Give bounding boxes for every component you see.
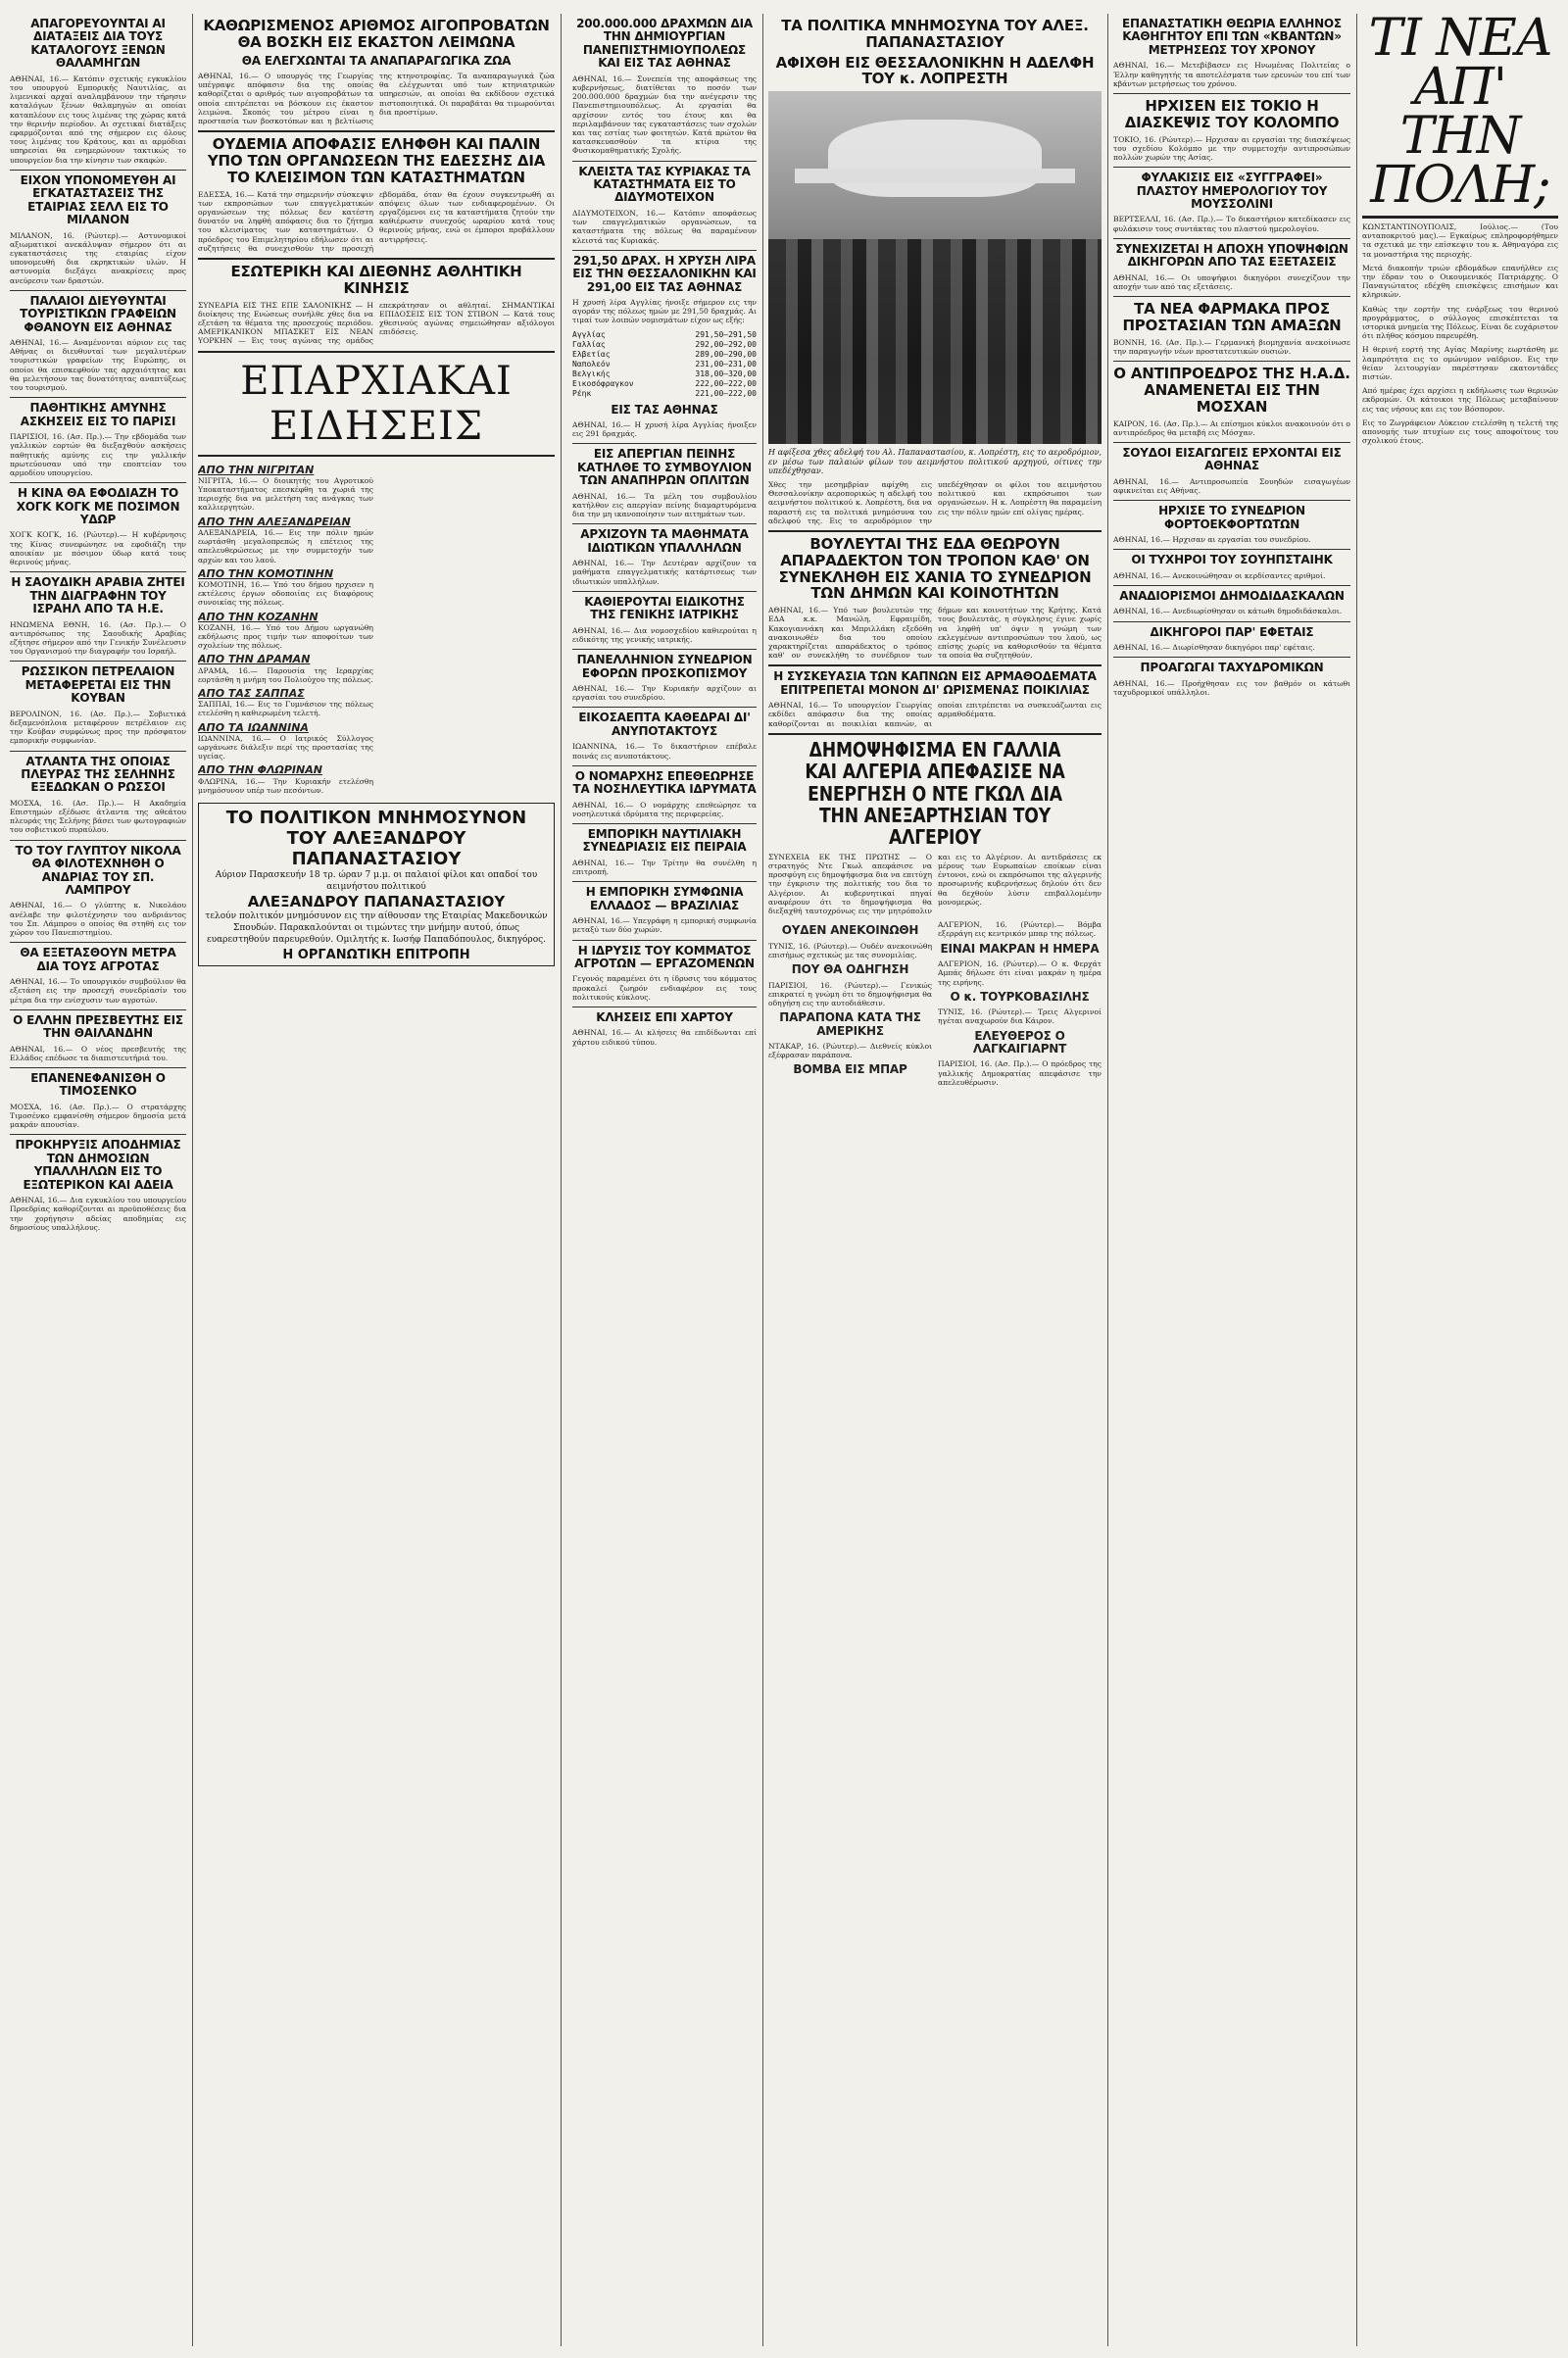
headline: Η ΙΔΡΥΣΙΣ ΤΟΥ ΚΟΜΜΑΤΟΣ ΑΓΡΟΤΩΝ — ΕΡΓΑΖΟΜΕΝΩΝ — [574, 943, 755, 970]
article-body: ΑΘΗΝΑΙ, 16.— Μετεβίβασεν εις Ηνωμένας Πολιτείας ο Έλλην καθηγητής τα αποτελέσματα των ερευνών του επί των κβάντων μετρήσεως του χρόνου. — [1113, 61, 1350, 88]
divider — [198, 258, 555, 260]
article-body: ΚΑΙΡΟΝ, 16. (Ασ. Πρ.).— Αι επίσημοι κύκλοι ανακοινούν ότι ο αντιπρόεδρος θα μεταβή εις Μόσχαν. — [1113, 418, 1350, 437]
column-rule — [762, 14, 763, 2346]
regional-subhead: ΑΠΟ ΤΑ ΙΩΑΝΝΙΝΑ — [198, 720, 309, 734]
regional-body: ΔΡΑΜΑ, 16.— Παρουσία της Ιεραρχίας εορτάσθη η μνήμη του Πολιούχου της πόλεως. — [198, 665, 373, 684]
article-body: ΧΟΓΚ ΚΟΓΚ, 16. (Ρώυτερ).— Η κυβέρνησις της Κίνας συνεφώνησε να εφοδιάζη την αποικίαν με πόσιμον ύδωρ κατά τους θερινούς μήνας. — [10, 530, 186, 567]
article-body: ΑΘΗΝΑΙ, 16.— Συνεπεία της αποφάσεως της κυβερνήσεως, διατίθεται το ποσόν των 200.000.000 δραχμών δια την ανέγερσιν της Πανεπιστημιουπόλεως. Αι εργασίαι θα αρχίσουν εντός του έτους και θα περιλαμβάνουν τας εγκαταστάσεις των σχολών και τας εστίας των φοιτητών. Κατά πρώτον θα κατασκευασθούν τα κτίρια της Φυσικομαθηματικής Σχολής. — [572, 74, 757, 156]
divider — [1113, 500, 1350, 501]
divider — [572, 161, 757, 162]
headline: Η ΚΙΝΑ ΘΑ ΕΦΟΔΙΑΖΗ ΤΟ ΧΟΓΚ ΚΟΓΚ ΜΕ ΠΟΣΙΜΟΝ ΥΔΩΡ — [16, 486, 180, 527]
divider — [10, 290, 186, 291]
divider — [1113, 238, 1350, 239]
article-body: ΑΛΓΕΡΙΟΝ, 16. (Ρώυτερ).— Βόμβα εξερράγη εις κεντρικόν μπαρ της πόλεως. — [938, 920, 1102, 939]
article-body: ΤΟΚΙΟ, 16. (Ρώυτερ).— Ηρχισαν αι εργασίαι της διασκέψεως του σχεδίου Κολόμπο με την συμμετοχήν αντιπροσώπων πολλών χωρών της Ασίας. — [1113, 134, 1350, 162]
column-3 — [572, 14, 757, 2346]
article-body: ΑΘΗΝΑΙ, 16.— Δια εγκυκλίου του υπουργείου Προεδρίας καθορίζονται αι προϋποθέσεις δια την χορήγησιν αδείας αποδημίας εις δημοσίους υπαλλήλους. — [10, 1196, 186, 1232]
regional-subhead: ΑΠΟ ΤΗΝ ΔΡΑΜΑΝ — [198, 653, 311, 666]
headline: Ο κ. ΤΟΥΡΚΟΒΑΣΙΛΗΣ — [950, 989, 1090, 1004]
headline: Η ΣΥΣΚΕΥΑΣΙΑ ΤΩΝ ΚΑΠΝΩΝ ΕΙΣ ΑΡΜΑΘΟΔΕΜΑΤΑ ΕΠΙΤΡΕΠΕΤΑΙ ΜΟΝΟΝ ΔΙ' ΩΡΙΣΜΕΝΑΣ ΠΟΙΚΙΛΙΑΣ — [773, 669, 1097, 697]
article-body: ΙΩΑΝΝΙΝΑ, 16.— Το δικαστήριον επέβαλε ποινάς εις ανυποτάκτους. — [572, 742, 757, 761]
article-body: ΤΥΝΙΣ, 16. (Ρώυτερ).— Τρεις Αλγερινοί ηγέται αναχωρούν δια Κάιρον. — [938, 1007, 1102, 1026]
column-rule — [561, 14, 562, 2346]
rate-name: Βελγικής — [572, 368, 611, 378]
column-2 — [198, 14, 555, 2346]
headline: Η ΕΜΠΟΡΙΚΗ ΣΥΜΦΩΝΙΑ ΕΛΛΑΔΟΣ — ΒΡΑΖΙΛΙΑΣ — [585, 885, 744, 912]
notice-signature: Η ΟΡΓΑΝΩΤΙΚΗ ΕΠΙΤΡΟΠΗ — [282, 947, 470, 962]
headline: ΑΝΑΔΙΟΡΙΣΜΟΙ ΔΗΜΟΔΙΔΑΣΚΑΛΩΝ — [1119, 588, 1345, 603]
gold-rates-table — [572, 330, 757, 399]
rate-row — [572, 340, 757, 350]
divider — [1113, 657, 1350, 658]
article-body: ΚΩΝΣΤΑΝΤΙΝΟΥΠΟΛΙΣ, Ιούλιος.— (Του ανταποκριτού μας).— Εγκαίρως επληροφορήθημεν τα σχετικά με την επίσκεψιν του κ. Αθηναγόρα εις τα μοναστήρια της περιοχής. — [1362, 222, 1558, 259]
article-body: ΑΘΗΝΑΙ, 16.— Ο γλύπτης κ. Νικολάου ανέλαβε την φιλοτέχνησιν του ανδριάντος του Σπ. Λάμπρου ο οποίος θα στηθή εις τον χώρον του Πανεπιστημίου. — [10, 901, 186, 938]
article-body: ΒΟΝΝΗ, 16. (Ασ. Πρ.).— Γερμανική βιομηχανία ανεκοίνωσε την παραγωγήν νέων προστατευτικών ουσιών. — [1113, 337, 1350, 356]
column-title: ΤΙ ΝΕΑ ΑΠ' ΤΗΝ ΠΟΛΗ; — [1362, 14, 1558, 219]
airplane-image — [828, 120, 1042, 197]
headline: ΗΡΧΙΣΕ ΤΟ ΣΥΝΕΔΡΙΟΝ ΦΟΡΤΟΕΚΦΟΡΤΩΤΩΝ — [1158, 504, 1305, 531]
headline: ΟΥΔΕΝ ΑΝΕΚΟΙΝΩΘΗ — [781, 923, 919, 938]
divider — [572, 940, 757, 941]
divider — [572, 443, 757, 444]
divider — [572, 765, 757, 766]
article-body: ΠΑΡΙΣΙΟΙ, 16. (Ασ. Πρ.).— Ο πρόεδρος της γαλλικής Δημοκρατίας απεφάσισε την απελευθέρωσιν. — [938, 1059, 1102, 1087]
headline: ΕΙΧΟΝ ΥΠΟΝΟΜΕΥΘΗ ΑΙ ΕΓΚΑΤΑΣΤΑΣΕΙΣ ΤΗΣ ΕΤΑΙΡΙΑΣ ΣΕΛΛ ΕΙΣ ΤΟ ΜΙΛΑΝΟΝ — [20, 172, 176, 227]
divider — [10, 170, 186, 171]
headline: ΔΙΚΗΓΟΡΟΙ ΠΑΡ' ΕΦΕΤΑΙΣ — [1150, 624, 1314, 639]
divider — [768, 530, 1102, 532]
article-body: Γεγονός παραμένει ότι η ίδρυσις του κόμματος προκαλεί ζωηρόν ενδιαφέρον εις τους πολιτικούς κύκλους. — [572, 974, 757, 1002]
divider — [1113, 167, 1350, 168]
headline: ΑΠΑΓΟΡΕΥΟΥΝΤΑΙ ΑΙ ΔΙΑΤΑΞΕΙΣ ΔΙΑ ΤΟΥΣ ΚΑΤΑΛΟΓΟΥΣ ΞΕΝΩΝ ΘΑΛΑΜΗΓΩΝ — [30, 17, 166, 71]
rate-value: 318,00—320,00 — [695, 368, 757, 378]
divider — [10, 661, 186, 662]
regional-body: ΑΛΕΞΑΝΔΡΕΙΑ, 16.— Εις την πόλιν ημών εωρτάσθη μεγαλοπρεπώς η επέτειος της απελευθερώσεως με την συμμετοχήν των αρχών και του λαού. — [198, 527, 373, 565]
divider — [1113, 361, 1350, 362]
article-body: ΑΘΗΝΑΙ, 16.— Διωρίσθησαν δικηγόροι παρ' εφέταις. — [1113, 643, 1315, 652]
rate-row — [572, 330, 757, 340]
regional-body: ΣΑΠΠΑΙ, 16.— Εις το Γυμνάσιον της πόλεως ετελέσθη η καθιερωμένη τελετή. — [198, 700, 373, 718]
rate-row — [572, 360, 757, 369]
article-body: Εις το Ζωγράφειον Λύκειον ετελέσθη η τελετή της απονομής των πτυχίων εις τους αποφοίτους του σχολικού έτους. — [1362, 418, 1558, 446]
headline: ΕΜΠΟΡΙΚΗ ΝΑΥΤΙΛΙΑΚΗ ΣΥΝΕΔΡΙΑΣΙΣ ΕΙΣ ΠΕΙΡΑΙΑ — [582, 827, 747, 855]
article-body: ΑΛΓΕΡΙΟΝ, 16. (Ρώυτερ).— Ο κ. Φερχάτ Αμπάς δήλωσε ότι είναι μακράν η ημέρα της ειρήνης. — [938, 959, 1102, 987]
article-body: ΑΘΗΝΑΙ, 16.— Δια νομοσχεδίου καθιερούται η ειδικότης της γενικής ιατρικής. — [572, 625, 757, 644]
rate-row — [572, 379, 757, 389]
rate-value: 291,50—291,50 — [695, 329, 757, 339]
rate-row — [572, 350, 757, 360]
divider — [768, 733, 1102, 735]
headline: ΕΙΝΑΙ ΜΑΚΡΑΝ Η ΗΜΕΡΑ — [940, 941, 1100, 956]
article-body: Καθώς την εορτήν της ενάρξεως του θερινού προγράμματος, ο σύλλογος επισκέπτεται τα ιστορικά μνημεία της Πόλεως. Είναι δε ευχάριστον ότι πλήθος κόσμου παρευρέθη. — [1362, 304, 1558, 341]
article-body: ΑΘΗΝΑΙ, 16.— Την Τρίτην θα συνέλθη η επιτροπή. — [572, 858, 757, 877]
article-body: ΑΘΗΝΑΙ, 16.— Υπό των βουλευτών της ΕΔΑ κ.κ. Μανώλη, Εφραιμίδη, Κακογιαννάκη και Μπριλλάκη εξεδόθη ανακοινωθέν δια του οποίου χαρακτηρίζεται απαράδεκτος ο τρόπος καθ' ον συνεκλήθη το συνέδριον των δήμων και κοινοτήτων της Κρήτης. Κατά τους βουλευτάς, η σύγκλησις έγινε χωρίς να ληφθή υπ' όψιν η γνώμη των εκλεγμένων αντιπροσώπων του λαού, ως επίσης χωρίς να καθορισθούν τα θέματα τα οποία θα συζητηθούν. — [768, 606, 1102, 661]
column-5 — [1113, 14, 1350, 2346]
rate-name: Ρέηκ — [572, 388, 592, 398]
article-body: ΑΘΗΝΑΙ, 16.— Αναμένονται αύριον εις τας Αθήνας οι διευθυνταί των μεγαλυτέρων τουριστικών γραφείων της Ευρώπης, οι οποίοι θα επισκεφθούν τας αρχαιότητας και θα μελετήσουν τας δυνατότητας αναπτύξεως του τουρισμού. — [10, 338, 186, 393]
article-body: ΔΙΔΥΜΟΤΕΙΧΟΝ, 16.— Κατόπιν αποφάσεως των επαγγελματικών οργανώσεων, τα καταστήματα της πόλεως θα παραμένουν κλειστά τας Κυριακάς. — [572, 208, 757, 245]
notice-text: Αύριον Παρασκευήν 18 τρ. ώραν 7 μ.μ. οι παλαιοί φίλοι και οπαδοί του αειμνήστου πολιτικού — [215, 869, 538, 892]
headline: ΕΣΩΤΕΡΙΚΗ ΚΑΙ ΔΙΕΘΝΗΣ ΑΘΛΗΤΙΚΗ ΚΙΝΗΣΙΣ — [230, 263, 522, 297]
article-body: ΑΘΗΝΑΙ, 16.— Την Δευτέραν αρχίζουν τα μαθήματα επαγγελματικής κατάρτισεως των ιδιωτικών υπαλλήλων. — [572, 559, 757, 586]
headline: ΠΑΡΑΠΟΝΑ ΚΑΤΑ ΤΗΣ ΑΜΕΡΙΚΗΣ — [779, 1010, 921, 1038]
rate-name: Αγγλίας — [572, 329, 606, 339]
article-body: Από ημέρας έχει αρχίσει η εκδήλωσις των θερινών εκδρομών. Οι κάτοικοι της Πόλεως μεταβαίνουν εις τας νήσους και εις τον Βόσπορον. — [1362, 386, 1558, 414]
regional-subhead: ΑΠΟ ΤΗΝ ΑΛΕΞΑΝΔΡΕΙΑΝ — [198, 515, 351, 528]
article-body: ΑΘΗΝΑΙ, 16.— Υπεγράφη η εμπορική συμφωνία μεταξύ των δύο χωρών. — [572, 916, 757, 935]
headline-referendum: ΔΗΜΟΨΗΦΙΣΜΑ ΕΝ ΓΑΛΛΙΑ ΚΑΙ ΑΛΓΕΡΙΑ ΑΠΕΦΑΣΙΣΕ ΝΑ ΕΝΕΡΓΗΣΗ Ο ΝΤΕ ΓΚΩΛ ΔΙΑ ΤΗΝ ΑΝΕΞΑΡΤΗΣΙΑΝ ΤΟΥ ΑΛΓΕΡΙΟΥ — [805, 737, 1065, 850]
article-body: ΗΝΩΜΕΝΑ ΕΘΝΗ, 16. (Ασ. Πρ.).— Ο αντιπρόσωπος της Σαουδικής Αραβίας εζήτησε σήμερον από την Γενικήν Συνέλευσιν του Οργανισμού την διαγραφήν του Ισραήλ. — [10, 619, 186, 657]
headline: Η ΣΑΟΥΔΙΚΗ ΑΡΑΒΙΑ ΖΗΤΕΙ ΤΗΝ ΔΙΑΓΡΑΦΗΝ ΤΟΥ ΙΣΡΑΗΛ ΑΠΟ ΤΑ Η.Ε. — [11, 575, 185, 616]
article-body: ΑΘΗΝΑΙ, 16.— Αντιπροσωπεία Σουηδών εισαγωγέων αφικνείται εις Αθήνας. — [1113, 476, 1350, 495]
airplane-wing-image — [795, 169, 1075, 182]
article-body: ΜΟΣΧΑ, 16. (Ασ. Πρ.).— Η Ακαδημία Επιστημών εξέδωσε άτλαντα της αθεάτου πλευράς της Σελήνης βάσει των φωτογραφιών του σοβιετικού πυραύλου. — [10, 798, 186, 835]
regional-body: ΚΟΜΟΤΙΝΗ, 16.— Υπό του δήμου ηρχισεν η εκτέλεσις έργων οδοποιίας εις διαφόρους συνοικίας της πόλεως. — [198, 579, 373, 608]
article-body: Χθες την μεσημβρίαν αφίχθη εις Θεσσαλονίκην αεροπορικώς η αδελφή του αειμνήστου πολιτικού κ. Λοπρέστη, δια να παραστή εις τα πολιτικά μνημόσυνα του αδελφού της. Εις το αεροδρόμιον την υπεδέχθησαν οι φίλοι του αειμνήστου πολιτικού και εκπρόσωποι των οργανώσεων. Η κ. Λοπρέστη θα παραμείνη εις την πόλιν ημών επί ολίγας ημέρας. — [768, 479, 1102, 525]
article-body: ΑΘΗΝΑΙ, 16.— Ηρχισαν αι εργασίαι του συνεδρίου. — [1113, 535, 1311, 545]
regional-body: ΚΟΖΑΝΗ, 16.— Υπό του Δήμου ωργανώθη εκδήλωσις προς τιμήν των αποφοίτων των σχολείων της πόλεως. — [198, 622, 373, 651]
divider — [572, 250, 757, 251]
divider — [768, 664, 1102, 666]
headline: ΠΑΘΗΤΙΚΗΣ ΑΜΥΝΗΣ ΑΣΚΗΣΕΙΣ ΕΙΣ ΤΟ ΠΑΡΙΣΙ — [20, 401, 176, 428]
regional-subhead: ΑΠΟ ΤΑΣ ΣΑΠΠΑΣ — [198, 686, 305, 700]
regional-subhead: ΑΠΟ ΤΗΝ ΦΛΩΡΙΝΑΝ — [198, 763, 322, 777]
headline: 200.000.000 ΔΡΑΧΜΩΝ ΔΙΑ ΤΗΝ ΔΗΜΙΟΥΡΓΙΑΝ ΠΑΝΕΠΙΣΤΗΜΙΟΥΠΟΛΕΩΣ ΚΑΙ ΕΙΣ ΤΑΣ ΑΘΗΝΑΣ — [576, 17, 753, 71]
divider — [1113, 585, 1350, 586]
divider — [198, 130, 555, 132]
rate-name: Ελβετίας — [572, 349, 611, 359]
headline: ΑΡΧΙΖΟΥΝ ΤΑ ΜΑΘΗΜΑΤΑ ΙΔΙΩΤΙΚΩΝ ΥΠΑΛΛΗΛΩΝ — [580, 527, 749, 555]
article-body: ΑΘΗΝΑΙ, 16.— Ο νέος πρεσβευτής της Ελλάδος επέδωσε τα διαπιστευτήριά του. — [10, 1044, 186, 1062]
article-body: ΑΘΗΝΑΙ, 16.— Οι υποψήφιοι δικηγόροι συνεχίζουν την αποχήν των από τας εξετάσεις. — [1113, 272, 1350, 291]
divider — [1113, 93, 1350, 94]
divider — [10, 397, 186, 398]
headline: ΒΟΜΒΑ ΕΙΣ ΜΠΑΡ — [793, 1062, 907, 1077]
column-6 — [1362, 14, 1558, 2346]
headline: ΤΑ ΠΟΛΙΤΙΚΑ ΜΝΗΜΟΣΥΝΑ ΤΟΥ ΑΛΕΞ. ΠΑΠΑΝΑΣΤΑΣΙΟΥ — [781, 17, 1089, 51]
headline: ΟΥΔΕΜΙΑ ΑΠΟΦΑΣΙΣ ΕΛΗΦΘΗ ΚΑΙ ΠΑΛΙΝ ΥΠΟ ΤΩΝ ΟΡΓΑΝΩΣΕΩΝ ΤΗΣ ΕΔΕΣΣΗΣ ΔΙΑ ΤΟ ΚΛΕΙΣΙΜΟΝ ΤΩΝ ΚΑΤΑΣΤΗΜΑΤΩΝ — [207, 135, 546, 186]
regional-news — [198, 461, 555, 795]
headline: ΠΑΝΕΛΛΗΝΙΟΝ ΣΥΝΕΔΡΙΟΝ ΕΦΟΡΩΝ ΠΡΟΣΚΟΠΙΣΜΟΥ — [576, 653, 753, 680]
headline: ΤΟ ΤΟΥ ΓΛΥΠΤΟΥ ΝΙΚΟΛΑ ΘΑ ΦΙΛΟΤΕΧΝΗΘΗ Ο ΑΝΔΡΙΑΣ ΤΟΥ ΣΠ. ΛΑΜΠΡΟΥ — [15, 843, 181, 897]
divider — [572, 707, 757, 708]
divider — [572, 881, 757, 882]
headline: ΡΩΣΣΙΚΟΝ ΠΕΤΡΕΛΑΙΟΝ ΜΕΤΑΦΕΡΕΤΑΙ ΕΙΣ ΤΗΝ ΚΟΥΒΑΝ — [21, 664, 175, 706]
rate-row — [572, 389, 757, 399]
notice-text: τελούν πολιτικόν μνημόσυνον εις την αίθουσαν της Εταιρίας Μακεδονικών Σπουδών. Παρακαλούνται οι τιμώντες την μνήμην αυτού, όπως ευαρεστηθούν παρευρεθούν. Ομιλητής κ. Ιωσήφ Παπαδόπουλος, δικηγόρος. — [205, 910, 548, 945]
article-body: ΣΥΝΕΧΕΙΑ ΕΚ ΤΗΣ ΠΡΩΤΗΣ — Ο στρατηγός Ντε Γκωλ απεφάσισε να προσφύγη εις δημοψήφισμα δια να επιτύχη την έγκρισιν της πολιτικής του δια το Αλγέριον. Αι κυβερνητικαί πηγαί αναφέρουν ότι το δημοψήφισμα θα διεξαχθή ταυτοχρόνως εις την μητρόπολιν και εις το Αλγέριον. Αι αντιδράσεις εκ μέρους των Ευρωπαίων εποίκων είναι έντονοι, ενώ οι εκπρόσωποι της αλγερινής προσωρινής κυβερνήσεως δηλούν ότι δεν θα δεχθούν λύσιν επιβαλλομένην μονομερώς. — [768, 852, 1102, 916]
regional-body: ΦΛΩΡΙΝΑ, 16.— Την Κυριακήν ετελέσθη μνημόσυνον υπέρ των πεσόντων. — [198, 776, 373, 795]
rate-value: 289,00—290,00 — [695, 349, 757, 359]
headline: Ο ΕΛΛΗΝ ΠΡΕΣΒΕΥΤΗΣ ΕΙΣ ΤΗΝ ΘΑΙΛΑΝΔΗΝ — [13, 1012, 183, 1041]
headline: ΣΥΝΕΧΙΖΕΤΑΙ Η ΑΠΟΧΗ ΥΠΟΨΗΦΙΩΝ ΔΙΚΗΓΟΡΩΝ ΑΠΟ ΤΑΣ ΕΞΕΤΑΣΕΙΣ — [1115, 241, 1348, 270]
article-body: ΠΑΡΙΣΙΟΙ, 16. (Ασ. Πρ.).— Την εβδομάδα των γαλλικών εορτών θα διεξαχθούν ασκήσεις παθητικής αμύνης εις την γαλλικήν πρωτεύουσαν υπό την εποπτείαν του αρμοδίου υπουργείου. — [10, 432, 186, 477]
regional-subhead: ΑΠΟ ΤΗΝ ΚΟΖΑΝΗΝ — [198, 610, 318, 623]
article-body: ΝΤΑΚΑΡ, 16. (Ρώυτερ).— Διεθνείς κύκλοι εξέφρασαν παράπονα. — [768, 1042, 932, 1060]
rate-name: Ναπολεόν — [572, 359, 611, 368]
headline: ΠΡΟΚΗΡΥΞΙΣ ΑΠΟΔΗΜΙΑΣ ΤΩΝ ΔΗΜΟΣΙΩΝ ΥΠΑΛΛΗΛΩΝ ΕΙΣ ΤΟ ΕΞΩΤΕΡΙΚΟΝ ΚΑΙ ΑΔΕΙΑ — [15, 1138, 181, 1192]
headline: ΚΛΕΙΣΤΑ ΤΑΣ ΚΥΡΙΑΚΑΣ ΤΑ ΚΑΤΑΣΤΗΜΑΤΑ ΕΙΣ ΤΟ ΔΙΔΥΜΟΤΕΙΧΟΝ — [578, 164, 751, 205]
headline: ΕΛΕΥΘΕΡΟΣ Ο ΛΑΓΚΑΙΓΙΑΡΝΤ — [972, 1028, 1067, 1056]
divider — [572, 649, 757, 650]
headline: ΦΥΛΑΚΙΣΙΣ ΕΙΣ «ΣΥΓΓΡΑΦΕΙ» ΠΛΑΣΤΟΥ ΗΜΕΡΟΛΟΓΙΟΥ ΤΟΥ ΜΟΥΣΣΟΛΙΝΙ — [1136, 171, 1328, 211]
headline: ΣΟΥΔΟΙ ΕΙΣΑΓΩΓΕΙΣ ΕΡΧΟΝΤΑΙ ΕΙΣ ΑΘΗΝΑΣ — [1122, 445, 1342, 473]
headline: ΕΠΑΝΑΣΤΑΤΙΚΗ ΘΕΩΡΙΑ ΕΛΛΗΝΟΣ ΚΑΘΗΓΗΤΟΥ ΕΠΙ ΤΩΝ «ΚΒΑΝΤΩΝ» ΜΕΤΡΗΣΕΩΣ ΤΟΥ ΧΡΟΝΟΥ — [1122, 17, 1342, 57]
article-body: ΑΘΗΝΑΙ, 16.— Το υπουργείον Γεωργίας εκδίδει απόφασιν δια της οποίας καθορίζονται αι ποικιλίαι καπνών, αι οποίαι επιτρέπεται να συσκευάζωνται εις αρμαθοδέματα. — [768, 701, 1102, 728]
article-body: ΑΘΗΝΑΙ, 16.— Ο υπουργός της Γεωργίας υπέγραψε απόφασιν δια της οποίας καθορίζεται ο αριθμός των αιγοπροβάτων τα οποία επιτρέπεται να βόσκουν εις έκαστον λειμώνα. Σκοπός του μέτρου είναι η προστασία των βοσκοτόπων και η βελτίωσις της κτηνοτροφίας. Τα αναπαραγωγικά ζώα θα ελέγχωνται υπό των κτηνιατρικών υπηρεσιών, αι οποίαι θα εκδίδουν σχετικά πιστοποιητικά. Οι παραβάται θα τιμωρούνται δια προστίμων. — [198, 72, 555, 126]
divider — [1113, 296, 1350, 297]
divider — [10, 751, 186, 752]
headline: ΤΑ ΝΕΑ ΦΑΡΜΑΚΑ ΠΡΟΣ ΠΡΟΣΤΑΣΙΑΝ ΤΩΝ ΑΜΑΞΩΝ — [1122, 300, 1342, 334]
headline: ΗΡΧΙΣΕΝ ΕΙΣ ΤΟΚΙΟ Η ΔΙΑΣΚΕΨΙΣ ΤΟΥ ΚΟΛΟΜΠΟ — [1124, 96, 1340, 131]
rate-name: Εικοσόφραγκον — [572, 378, 634, 388]
column-1 — [10, 14, 186, 2346]
article-body: ΑΘΗΝΑΙ, 16.— Το υπουργικόν συμβούλιον θα εξετάση εις την προσεχή συνεδρίασίν του μέτρα δια την ενίσχυσιν των αγροτών. — [10, 977, 186, 1005]
article-body: ΒΕΡΟΛΙΝΟΝ, 16. (Ασ. Πρ.).— Σοβιετικά δεξαμενόπλοια μεταφέρουν πετρέλαιον εις την Κούβαν συμφώνως προς την πρόσφατον εμπορικήν συμφωνίαν. — [10, 709, 186, 746]
article-body: Η θερινή εορτή της Αγίας Μαρίνης εωρτάσθη με λαμπρότητα εις το ομώνυμον ναϊδριον. Εις την θείαν λειτουργίαν παρέστησαν εκατοντάδες πιστών. — [1362, 345, 1558, 382]
headline: ΟΙ ΤΥΧΗΡΟΙ ΤΟΥ ΣΟΥΗΠΣΤΑΙΗΚ — [1131, 553, 1333, 567]
column-rule — [1356, 14, 1357, 2346]
divider — [1113, 442, 1350, 443]
column-4 — [768, 14, 1102, 2346]
regional-subhead: ΑΠΟ ΤΗΝ ΚΟΜΟΤΙΝΗΝ — [198, 566, 334, 580]
headline: ΠΟΥ ΘΑ ΟΔΗΓΗΣΗ — [791, 962, 909, 977]
article-body: ΑΘΗΝΑΙ, 16.— Την Κυριακήν αρχίζουν αι εργασίαι του συνεδρίου. — [572, 684, 757, 703]
rate-value: 222,00—222,00 — [695, 378, 757, 388]
notice-name: ΑΛΕΞΑΝΔΡΟΥ ΠΑΠΑΝΑΣΤΑΣΙΟΥ — [247, 892, 506, 910]
headline: ΕΠΑΝΕΝΕΦΑΝΙΣΘΗ Ο ΤΙΜΟΣΕΝΚΟ — [30, 1071, 166, 1099]
headline: ΒΟΥΛΕΥΤΑΙ ΤΗΣ ΕΔΑ ΘΕΩΡΟΥΝ ΑΠΑΡΑΔΕΚΤΟΝ ΤΟΝ ΤΡΟΠΟΝ ΚΑΘ' ΟΝ ΣΥΝΕΚΛΗΘΗ ΕΙΣ ΧΑΝΙΑ ΤΟ ΣΥΝΕΔΡΙΟΝ ΤΩΝ ΔΗΜΩΝ ΚΑΙ ΚΟΙΝΟΤΗΤΩΝ — [778, 534, 1092, 603]
memorial-notice — [198, 803, 555, 966]
divider — [10, 1009, 186, 1010]
divider — [10, 571, 186, 572]
article-body: ΣΥΝΕΔΡΙΑ ΕΙΣ ΤΗΣ ΕΠΕ ΣΑΛΟΝΙΚΗΣ — Η διοίκησις της Ενώσεως συνήλθε χθες δια να εξετάση τα θέματα της προσεχούς περιόδου. ΑΜΕΡΙΚΑΝΙΚΟΝ ΜΠΑΣΚΕΤ ΕΙΣ ΝΕΑΝ ΥΟΡΚΗΝ — Εις τους αγώνας της ομάδος επεκράτησαν οι αθληταί. ΣΗΜΑΝΤΙΚΑΙ ΕΠΙΔΟΣΕΙΣ ΕΙΣ ΤΟΝ ΣΤΙΒΟΝ — Κατά τους χθεσινούς αγώνας σημειώθησαν αξιόλογοι επιδόσεις. — [198, 300, 555, 346]
regional-body: ΝΙΓΡΙΤΑ, 16.— Ο διοικητής του Αγροτικού Υποκαταστήματος επεσκέφθη τα χωριά της περιοχής δια να μελετήση τας ανάγκας των καλλιεργητών. — [198, 475, 373, 513]
article-body: ΑΘΗΝΑΙ, 16.— Τα μέλη του συμβουλίου κατήλθον εις απεργίαν πείνης διαμαρτυρόμενα δια την μη ικανοποίησιν των αιτημάτων των. — [572, 491, 757, 519]
section-banner: ΕΠΑΡΧΙΑΚΑΙ ΕΙΔΗΣΕΙΣ — [198, 351, 555, 457]
article-body: ΜΙΛΑΝΟΝ, 16. (Ρώυτερ).— Αστυνομικοί αξιωματικοί ανεκάλυψαν σήμερον ότι αι εγκαταστάσεις της εταιρίας είχον υπονομευθή δια εκρηκτικών υλών. Η αστυνομία διεξάγει ανακρίσεις προς ανεύρεσιν των δραστών. — [10, 230, 186, 285]
crowd-image — [768, 239, 1102, 444]
article-body: ΑΘΗΝΑΙ, 16.— Ο νομάρχης επεθεώρησε τα νοσηλευτικά ιδρύματα της περιφερείας. — [572, 800, 757, 818]
photo-caption: Η αφίξεσα χθες αδελφή του Αλ. Παπαναστασίου, κ. Λοπρέστη, εις το αεροδρόμιον, εν μέσω των παλαιών φίλων του αειμνήστου πολιτικού αρχηγού, οίτινες την υπεδέχθησαν. — [768, 448, 1102, 476]
headline: ΘΑ ΕΞΕΤΑΣΘΟΥΝ ΜΕΤΡΑ ΔΙΑ ΤΟΥΣ ΑΓΡΟΤΑΣ — [20, 946, 176, 973]
divider — [10, 482, 186, 483]
article-body: Μετά διακοπήν τριών εβδομάδων επανήλθεν εις την έδραν του ο Οικουμενικός Πατριάρχης. Ο Παναγιώτατος εδέχθη επισκέψεις επισήμων και κληρικών. — [1362, 263, 1558, 300]
article-body: ΑΘΗΝΑΙ, 16.— Κατόπιν σχετικής εγκυκλίου του υπουργού Εμπορικής Ναυτιλίας, αι λιμενικαί αρχαί αναλαμβάνουν την τήρησιν καταλόγων ξένων θαλαμηγών αι οποίαι καταπλέουν εις τους λιμένας της χώρας κατά την θερινήν περίοδον. Αι σχετικαί διατάξεις εφαρμόζονται από της σήμερον εις όλους τους λιμένας του Κράτους, και αι αρμόδιαι υπηρεσίαι θα ενημερώνουν τακτικώς το υπουργείον δια την κίνησιν των σκαφών. — [10, 74, 186, 165]
divider — [10, 840, 186, 841]
article-body: ΜΟΣΧΑ, 16. (Ασ. Πρ.).— Ο στρατάρχης Τιμοσένκο εμφανίσθη σήμερον δημοσία μετά μακράν απουσίαν. — [10, 1102, 186, 1130]
article-body: ΑΘΗΝΑΙ, 16.— Ανεκοινώθησαν οι κερδίσαντες αριθμοί. — [1113, 570, 1326, 580]
subheadline: ΑΦΙΧΘΗ ΕΙΣ ΘΕΣΣΑΛΟΝΙΚΗΝ Η ΑΔΕΛΦΗ ΤΟΥ κ. ΛΟΠΡΕΣΤΗ — [775, 53, 1095, 88]
article-body: ΤΥΝΙΣ, 16. (Ρώυτερ).— Ουδέν ανεκοινώθη επισήμως σχετικώς με τας συνομιλίας. — [768, 941, 932, 959]
divider — [10, 942, 186, 943]
article-body: ΑΘΗΝΑΙ, 16.— Αι κλήσεις θα επιδίδωνται επί χάρτου ειδικού τύπου. — [572, 1028, 757, 1047]
headline: ΠΑΛΑΙΟΙ ΔΙΕΥΘΥΝΤΑΙ ΤΟΥΡΙΣΤΙΚΩΝ ΓΡΑΦΕΙΩΝ ΦΘΑΝΟΥΝ ΕΙΣ ΑΘΗΝΑΣ — [20, 293, 176, 334]
article-body: ΑΘΗΝΑΙ, 16.— Η χρυσή λίρα Αγγλίας ήνοιξεν εις 291 δραχμάς. — [572, 420, 757, 439]
headline: ΕΙΚΟΣΑΕΠΤΑ ΚΑΘΕΔΡΑΙ ΔΙ' ΑΝΥΠΟΤΑΚΤΟΥΣ — [578, 711, 751, 738]
headline: Ο ΝΟΜΑΡΧΗΣ ΕΠΕΘΕΩΡΗΣΕ ΤΑ ΝΟΣΗΛΕΥΤΙΚΑ ΙΔΡΥΜΑΤΑ — [572, 768, 757, 797]
article-body: ΠΑΡΙΣΙΟΙ, 16. (Ρώυτερ).— Γενικώς επικρατεί η γνώμη ότι το δημοψήφισμα θα οδηγήση εις την αυτοδιάθεσιν. — [768, 980, 932, 1007]
column-rule — [192, 14, 193, 2346]
article-body: ΑΘΗΝΑΙ, 16.— Ανεδιωρίσθησαν οι κάτωθι δημοδιδάσκαλοι. — [1113, 607, 1343, 616]
news-briefs — [768, 920, 1102, 1087]
divider — [1113, 621, 1350, 622]
airport-photo — [768, 91, 1102, 444]
headline: ΕΙΣ ΑΠΕΡΓΙΑΝ ΠΕΙΝΗΣ ΚΑΤΗΛΘΕ ΤΟ ΣΥΜΒΟΥΛΙΟΝ ΤΩΝ ΑΝΑΠΗΡΩΝ ΟΠΛΙΤΩΝ — [577, 447, 752, 488]
article-body: Η χρυσή λίρα Αγγλίας ήνοιξε σήμερον εις την αγοράν της πόλεως ημών με 291,50 δραχμάς. Αι τιμαί των λοιπών νομισμάτων είχον ως εξής: — [572, 298, 757, 325]
regional-subhead: ΑΠΟ ΤΗΝ ΝΙΓΡΙΤΑΝ — [198, 463, 315, 476]
headline: ΚΛΗΣΕΙΣ ΕΠΙ ΧΑΡΤΟΥ — [596, 1010, 733, 1025]
article-body: ΑΘΗΝΑΙ, 16.— Προήχθησαν εις τον βαθμόν οι κάτωθι ταχυδρομικοί υπάλληλοι. — [1113, 678, 1350, 697]
notice-title: ΤΟ ΠΟΛΙΤΙΚΟΝ ΜΝΗΜΟΣΥΝΟΝ ΤΟΥ ΑΛΕΞΑΝΔΡΟΥ ΠΑΠΑΝΑΣΤΑΣΙΟΥ — [225, 807, 527, 869]
column-rule — [1107, 14, 1108, 2346]
divider — [572, 823, 757, 824]
rate-value: 221,00—222,00 — [695, 388, 757, 398]
divider — [10, 1067, 186, 1068]
rate-row — [572, 369, 757, 379]
article-body: ΒΕΡΤΣΕΛΛΙ, 16. (Ασ. Πρ.).— Το δικαστήριον κατεδίκασεν εις φυλάκισιν τους συντάκτας του πλαστού ημερολογίου. — [1113, 215, 1350, 233]
headline: ΚΑΘΙΕΡΟΥΤΑΙ ΕΙΔΙΚΟΤΗΣ ΤΗΣ ΓΕΝΙΚΗΣ ΙΑΤΡΙΚΗΣ — [584, 594, 745, 622]
headline: ΕΙΣ ΤΑΣ ΑΘΗΝΑΣ — [611, 402, 718, 417]
rate-value: 231,00—231,00 — [695, 359, 757, 368]
divider — [1113, 549, 1350, 550]
divider — [572, 591, 757, 592]
subheadline: ΘΑ ΕΛΕΓΧΩΝΤΑΙ ΤΑ ΑΝΑΠΑΡΑΓΩΓΙΚΑ ΖΩΑ — [241, 53, 512, 68]
headline: ΑΤΛΑΝΤΑ ΤΗΣ ΟΠΟΙΑΣ ΠΛΕΥΡΑΣ ΤΗΣ ΣΕΛΗΝΗΣ ΕΞΕΔΩΚΑΝ Ο ΡΩΣΣΟΙ — [21, 754, 175, 795]
rate-value: 292,00—292,00 — [695, 339, 757, 349]
article-body: ΕΔΕΣΣΑ, 16.— Κατά την σημερινήν σύσκεψιν των εκπροσώπων των επαγγελματικών οργανώσεων της πόλεως δεν κατέστη δυνατόν να ληφθή απόφασις δια το ζήτημα του κλεισίματος των καταστημάτων. Ο πρόεδρος του Επιμελητηρίου εδήλωσεν ότι αι συζητήσεις θα συνεχισθούν την προσεχή εβδομάδα, όταν θα έχουν συγκεντρωθή αι απόψεις όλων των ενδιαφερομένων. Οι εργαζόμενοι εις τα καταστήματα ζητούν την καθιέρωσιν συνεχούς ωραρίου κατά τους θερινούς μήνας, ενώ οι έμποροι προβάλλουν αντιρρήσεις. — [198, 189, 555, 253]
rate-name: Γαλλίας — [572, 339, 606, 349]
divider — [10, 1134, 186, 1135]
headline: 291,50 ΔΡΑΧ. Η ΧΡΥΣΗ ΛΙΡΑ ΕΙΣ ΤΗΝ ΘΕΣΣΑΛΟΝΙΚΗΝ ΚΑΙ 291,00 ΕΙΣ ΤΑΣ ΑΘΗΝΑΣ — [572, 253, 757, 294]
regional-body: ΙΩΑΝΝΙΝΑ, 16.— Ο Ιατρικός Σύλλογος ωργάνωσε διάλεξιν περί της προστασίας της υγείας. — [198, 733, 373, 761]
headline: ΚΑΘΩΡΙΣΜΕΝΟΣ ΑΡΙΘΜΟΣ ΑΙΓΟΠΡΟΒΑΤΩΝ ΘΑ ΒΟΣΚΗ ΕΙΣ ΕΚΑΣΤΟΝ ΛΕΙΜΩΝΑ — [203, 17, 550, 51]
divider — [572, 523, 757, 524]
headline: Ο ΑΝΤΙΠΡΟΕΔΡΟΣ ΤΗΣ Η.Α.Δ. ΑΝΑΜΕΝΕΤΑΙ ΕΙΣ ΤΗΝ ΜΟΣΧΑΝ — [1113, 365, 1350, 416]
headline: ΠΡΟΑΓΩΓΑΙ ΤΑΧΥΔΡΟΜΙΚΩΝ — [1140, 661, 1324, 675]
